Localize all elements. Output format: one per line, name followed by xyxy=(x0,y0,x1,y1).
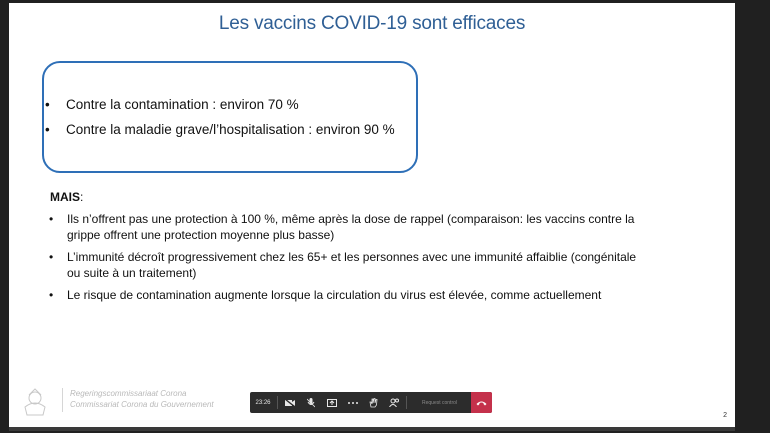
caveat-item xyxy=(49,249,649,281)
bullet: • xyxy=(45,97,50,112)
participants-icon[interactable] xyxy=(384,392,405,413)
share-screen-icon[interactable] xyxy=(321,392,342,413)
footer-divider xyxy=(62,388,63,412)
bullet: • xyxy=(49,212,54,226)
mais-heading xyxy=(50,190,83,204)
separator xyxy=(277,396,278,409)
caveat-text: L’immunité décroît progressivement chez les 65+ et les personnes avec une immunité affaiblie (congénitale ou suite à un traitement) xyxy=(67,250,637,280)
efficacy-item-text: Contre la contamination : environ 70 % xyxy=(66,97,299,112)
caveat-item xyxy=(49,287,649,303)
slide-title: Les vaccins COVID-19 sont efficaces xyxy=(218,13,526,34)
caveat-text: Ils n’offrent pas une protection à 100 %, même après la dose de rappel (comparaison: les vaccins contre la grippe offrent une protection moyenne plus basse) xyxy=(67,212,635,242)
request-control-button[interactable]: Request control xyxy=(421,399,458,406)
efficacy-item-text: Contre la maladie grave/l’hospitalisation : environ 90 % xyxy=(66,122,395,137)
footer-line-fr: Commissariat Corona du Gouvernement xyxy=(70,400,214,409)
separator xyxy=(406,396,407,409)
mais-colon: : xyxy=(80,190,84,204)
bullet: • xyxy=(49,288,54,302)
bullet: • xyxy=(49,250,54,264)
footer-text xyxy=(70,388,214,410)
slide xyxy=(9,3,735,427)
more-icon[interactable] xyxy=(342,392,363,413)
hang-up-icon[interactable] xyxy=(471,392,492,413)
bottom-strip xyxy=(9,427,735,431)
mais-label: MAIS xyxy=(50,190,80,204)
meeting-timer: 23:26 xyxy=(255,399,271,406)
meeting-control-bar xyxy=(250,392,492,413)
caveat-item xyxy=(49,211,649,243)
page-number: 2 xyxy=(723,412,727,419)
raise-hand-icon[interactable] xyxy=(363,392,384,413)
mic-off-icon[interactable] xyxy=(300,392,321,413)
camera-off-icon[interactable] xyxy=(279,392,300,413)
efficacy-box xyxy=(42,61,418,173)
caveats-list xyxy=(49,211,649,309)
caveat-text: Le risque de contamination augmente lorsque la circulation du virus est élevée, comme actuellement xyxy=(67,288,602,302)
bullet: • xyxy=(45,122,50,137)
government-logo xyxy=(17,385,53,421)
footer-line-nl: Regeringscommissariaat Corona xyxy=(70,389,187,398)
